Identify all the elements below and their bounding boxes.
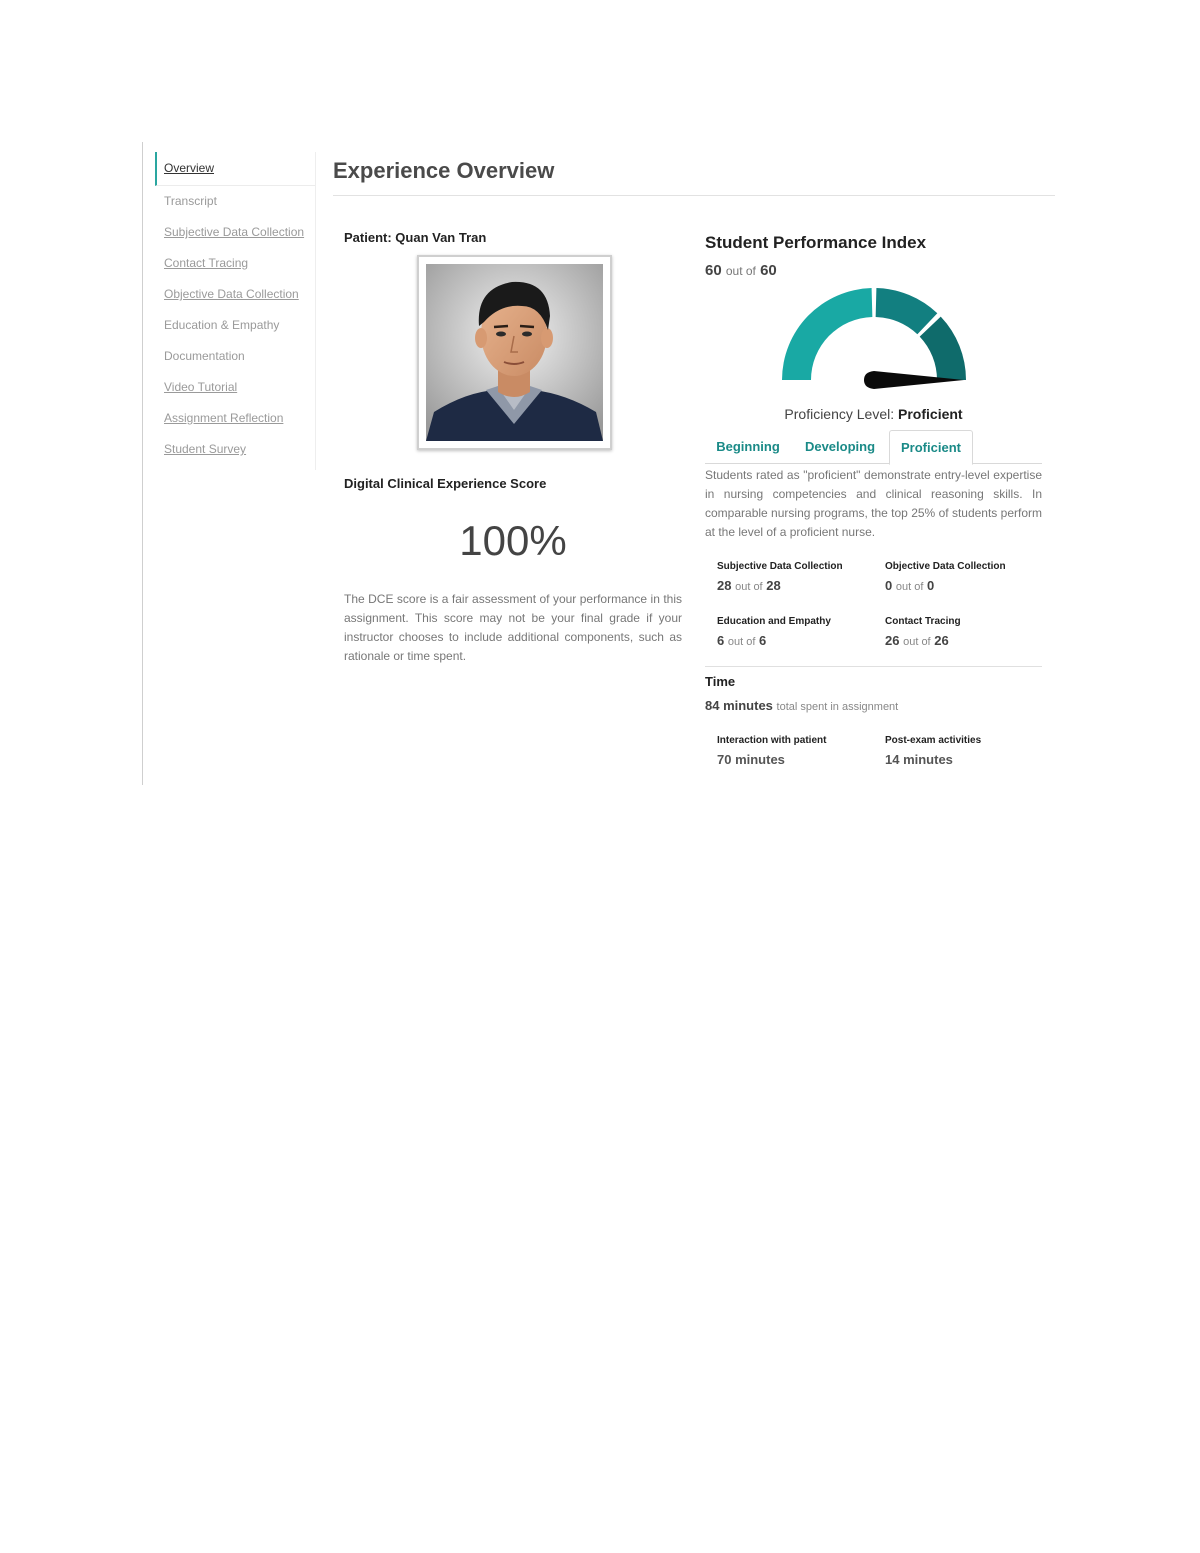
proficiency-level bbox=[705, 406, 1042, 422]
stat-score: 0 bbox=[885, 578, 893, 593]
dce-score-label: Digital Clinical Experience Score bbox=[344, 476, 547, 491]
time-total-value: 84 minutes bbox=[705, 698, 773, 713]
sidebar-item-overview[interactable]: Overview bbox=[155, 152, 315, 186]
time-stat-value: 70 minutes bbox=[717, 752, 785, 767]
proficiency-description: Students rated as "proficient" demonstrate entry-level expertise in nursing competencies and clinical reasoning skills. In comparable nursing programs, the top 25% of students perform at the level of a proficient nurse. bbox=[705, 468, 1042, 539]
stat-value bbox=[717, 578, 877, 593]
stat-label: Subjective Data Collection bbox=[717, 561, 843, 572]
proficiency-tabs bbox=[705, 430, 1042, 464]
stat-education-and-empathy bbox=[717, 616, 877, 648]
sidebar-item-documentation[interactable]: Documentation bbox=[164, 349, 245, 363]
tab-developing[interactable]: Developing bbox=[804, 439, 876, 454]
stat-out-of: out of bbox=[895, 581, 924, 593]
sidebar-nav bbox=[155, 152, 316, 470]
time-stat-label: Interaction with patient bbox=[717, 735, 827, 746]
time-divider bbox=[705, 666, 1042, 667]
stat-label: Objective Data Collection bbox=[885, 561, 1006, 572]
stat-subjective-data-collection bbox=[717, 561, 877, 593]
time-stat-value: 14 minutes bbox=[885, 752, 953, 767]
time-total bbox=[705, 698, 898, 713]
sidebar-item-objective-data-collection[interactable]: Objective Data Collection bbox=[164, 287, 299, 301]
sidebar-item-education-empathy[interactable]: Education & Empathy bbox=[164, 318, 280, 332]
spi-score-max: 60 bbox=[760, 262, 777, 279]
dce-score-value: 100% bbox=[459, 517, 567, 564]
stat-score: 26 bbox=[885, 633, 900, 648]
time-stat-label: Post-exam activities bbox=[885, 735, 982, 746]
sidebar-item-subjective-data-collection[interactable]: Subjective Data Collection bbox=[164, 225, 305, 239]
stat-objective-data-collection bbox=[885, 561, 1045, 593]
stat-label: Education and Empathy bbox=[717, 616, 831, 627]
sidebar-item-contact-tracing[interactable]: Contact Tracing bbox=[164, 256, 249, 270]
proficiency-level-value: Proficient bbox=[898, 406, 963, 422]
sidebar-item-assignment-reflection[interactable]: Assignment Reflection bbox=[164, 411, 284, 425]
sidebar-item-student-survey[interactable]: Student Survey bbox=[164, 442, 247, 456]
time-post-exam-activities bbox=[885, 735, 1045, 767]
frame-divider bbox=[142, 142, 143, 785]
sidebar-item-transcript[interactable]: Transcript bbox=[164, 194, 217, 208]
time-total-suffix: total spent in assignment bbox=[776, 701, 899, 713]
stat-score: 6 bbox=[717, 633, 725, 648]
spi-score-value: 60 bbox=[705, 262, 722, 279]
tab-proficient[interactable]: Proficient bbox=[889, 430, 973, 465]
stat-value bbox=[717, 633, 877, 648]
stat-out-of: out of bbox=[735, 581, 763, 593]
stat-out-of: out of bbox=[903, 636, 931, 648]
stat-out-of: out of bbox=[727, 636, 756, 648]
stat-score: 28 bbox=[717, 578, 732, 593]
sidebar-item-video-tutorial[interactable]: Video Tutorial bbox=[164, 380, 238, 394]
title-divider bbox=[333, 195, 1055, 196]
stat-max: 28 bbox=[766, 578, 781, 593]
time-title: Time bbox=[705, 674, 736, 689]
stat-value bbox=[885, 578, 1045, 593]
time-interaction-with-patient bbox=[717, 735, 877, 767]
patient-name-label: Patient: Quan Van Tran bbox=[344, 230, 487, 245]
tab-beginning[interactable]: Beginning bbox=[716, 439, 780, 454]
spi-out-of-text: out of bbox=[725, 264, 756, 278]
gauge-segment-proficient bbox=[920, 317, 966, 380]
stat-contact-tracing bbox=[885, 616, 1045, 648]
stat-max: 6 bbox=[759, 633, 767, 648]
stat-value bbox=[885, 633, 1045, 648]
patient-avatar bbox=[426, 264, 603, 441]
tabs-divider bbox=[705, 463, 1042, 464]
proficiency-level-prefix: Proficiency Level: bbox=[784, 406, 895, 422]
page-title: Experience Overview bbox=[333, 158, 555, 183]
stat-max: 26 bbox=[934, 633, 949, 648]
spi-score bbox=[705, 262, 777, 279]
performance-gauge bbox=[770, 285, 980, 400]
stat-max: 0 bbox=[927, 578, 935, 593]
dce-score-description: The DCE score is a fair assessment of your performance in this assignment. This score may not be your final grade if your instructor chooses to include additional components, such as rationale or time spent. bbox=[344, 592, 682, 663]
gauge-segment-developing bbox=[876, 288, 938, 334]
stat-label: Contact Tracing bbox=[885, 616, 961, 627]
patient-photo-frame bbox=[417, 255, 612, 450]
spi-title: Student Performance Index bbox=[705, 233, 927, 252]
gauge-segment-beginning bbox=[782, 288, 872, 380]
